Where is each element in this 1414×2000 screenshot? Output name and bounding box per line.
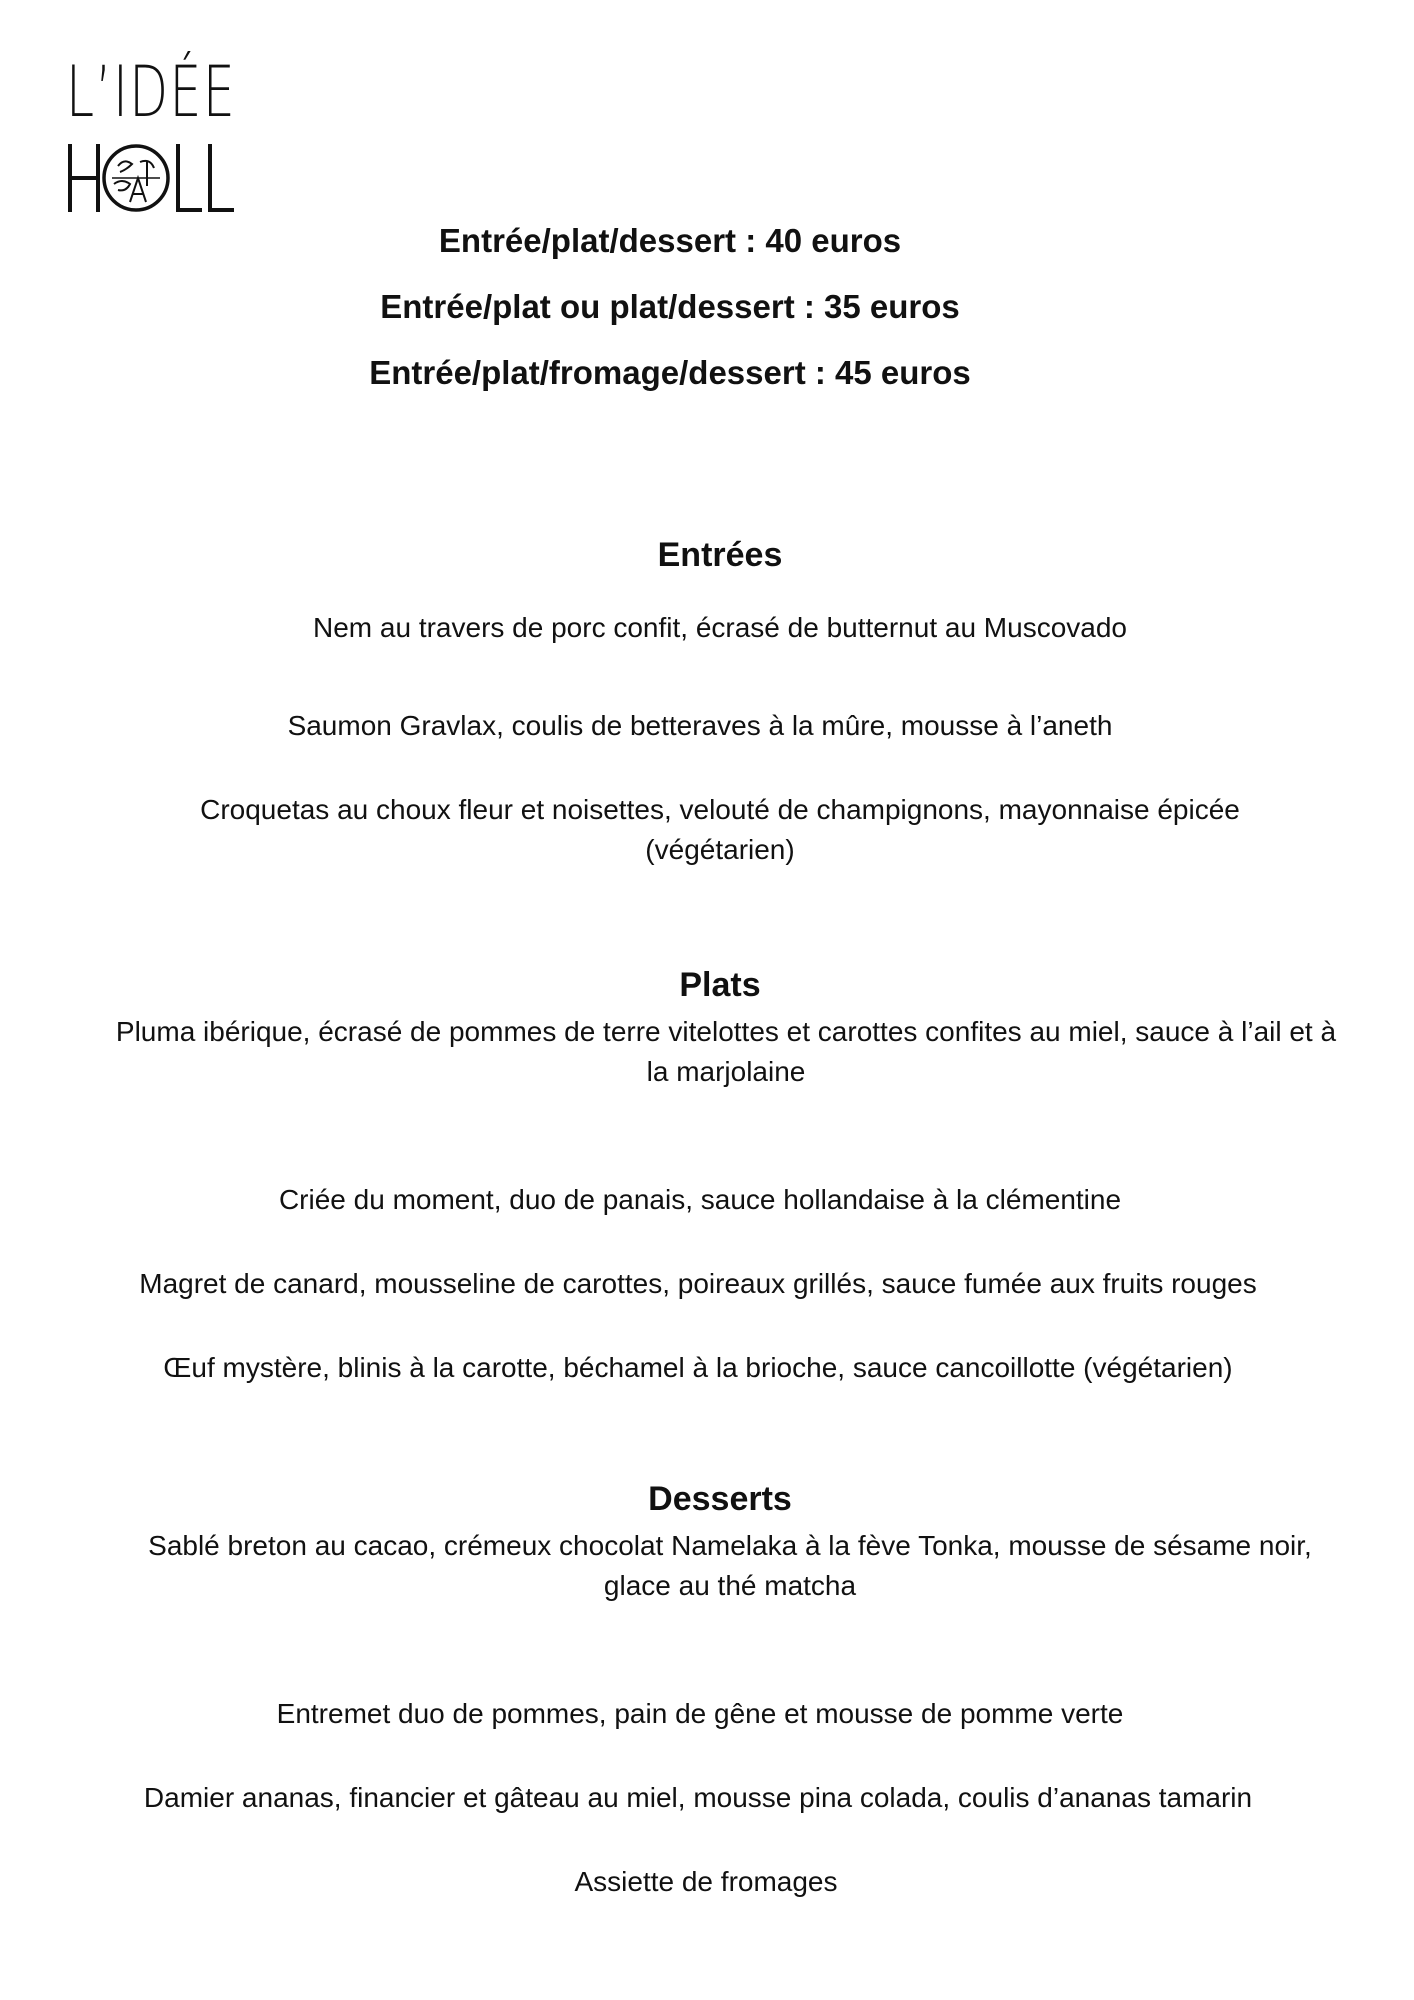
menu-item-plat-1: Pluma ibérique, écrasé de pommes de terre vitelottes et carottes confites au miel, sauce à l’ail et à la marjolaine <box>115 1016 1337 1087</box>
menu-item-plat-3: Magret de canard, mousseline de carottes, poireaux grillés, sauce fumée aux fruits rouges <box>139 1268 1257 1299</box>
menu-item-dessert-4: Assiette de fromages <box>574 1866 838 1897</box>
menu-item-plat-2: Criée du moment, duo de panais, sauce hollandaise à la clémentine <box>278 1184 1122 1215</box>
logo-text-line1: L’IDÉE <box>66 51 237 133</box>
price-option-2-courses: Entrée/plat ou plat/dessert : 35 euros <box>380 288 960 325</box>
price-option-4-courses: Entrée/plat/fromage/dessert : 45 euros <box>369 354 971 391</box>
menu-item-dessert-3: Damier ananas, financier et gâteau au miel, mousse pina colada, coulis d’ananas tamarin <box>143 1782 1253 1813</box>
menu-item-plat-4: Œuf mystère, blinis à la carotte, béchamel à la brioche, sauce cancoillotte (végétarien) <box>163 1352 1233 1383</box>
logo-wordmark-holl <box>66 138 236 218</box>
menu-item-dessert-1: Sablé breton au cacao, crémeux chocolat Namelaka à la fève Tonka, mousse de sésame noir, glace au thé matcha <box>148 1530 1312 1601</box>
section-title-entrees: Entrées <box>657 536 783 574</box>
menu-item-entree-2: Saumon Gravlax, coulis de betteraves à la mûre, mousse à l’aneth <box>287 710 1113 741</box>
section-title-desserts: Desserts <box>648 1480 792 1518</box>
price-option-3-courses: Entrée/plat/dessert : 40 euros <box>438 222 902 259</box>
menu-item-dessert-2: Entremet duo de pommes, pain de gêne et mousse de pomme verte <box>276 1698 1124 1729</box>
restaurant-logo <box>66 52 236 232</box>
logo-text-line2 <box>66 138 236 218</box>
menu-item-entree-1: Nem au travers de porc confit, écrasé de butternut au Muscovado <box>313 612 1127 643</box>
section-title-plats: Plats <box>679 966 761 1004</box>
menu-item-entree-3: Croquetas au choux fleur et noisettes, velouté de champignons, mayonnaise épicée (végétarien) <box>200 794 1240 865</box>
